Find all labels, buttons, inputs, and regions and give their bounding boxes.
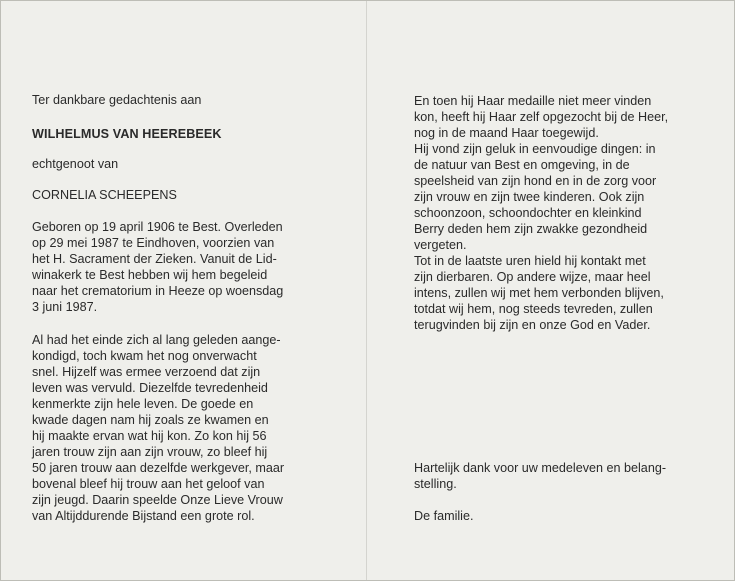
text-line: vergeten. <box>414 238 467 252</box>
text-line: intens, zullen wij met hem verbonden blijven, <box>414 286 664 300</box>
tribute-line: kondigd, toch kwam het nog onverwacht <box>32 349 257 363</box>
intro-line: Ter dankbare gedachtenis aan <box>32 93 202 107</box>
tribute-line: kwade dagen nam hij zoals ze kwamen en <box>32 413 269 427</box>
spouse-name: CORNELIA SCHEEPENS <box>32 188 177 202</box>
text-line: zijn vrouw en zijn twee kinderen. Ook zijn <box>414 190 645 204</box>
tribute-line: leven was vervuld. Diezelfde tevredenheid <box>32 381 268 395</box>
bio-line: het H. Sacrament der Zieken. Vanuit de Lid- <box>32 252 277 266</box>
text-line: nog in de maand Haar toegewijd. <box>414 126 599 140</box>
tribute-line: 50 jaren trouw aan dezelfde werkgever, maar <box>32 461 285 475</box>
text-line: zijn dierbaren. Op andere wijze, maar heel <box>414 270 651 284</box>
text-line: schoonzoon, schoondochter en kleinkind <box>414 206 642 220</box>
tribute-line: zijn jeugd. Daarin speelde Onze Lieve Vrouw <box>32 493 283 507</box>
family-signature: De familie. <box>414 509 474 523</box>
tribute-line: kenmerkte zijn hele leven. De goede en <box>32 397 254 411</box>
tribute-line: van Altijddurende Bijstand een grote rol. <box>32 509 255 523</box>
center-fold <box>366 1 367 580</box>
bio-line: op 29 mei 1987 te Eindhoven, voorzien van <box>32 236 275 250</box>
text-line: terugvinden bij zijn en onze God en Vader. <box>414 318 651 332</box>
bio-line: naar het crematorium in Heeze op woensdag <box>32 284 284 298</box>
thanks-line: Hartelijk dank voor uw medeleven en belang- <box>414 461 667 475</box>
bio-line: Geboren op 19 april 1906 te Best. Overleden <box>32 220 283 234</box>
thanks-line: stelling. <box>414 477 457 491</box>
tribute-line: snel. Hijzelf was ermee verzoend dat zijn <box>32 365 261 379</box>
text-line: de natuur van Best en omgeving, in de <box>414 158 630 172</box>
tribute-line: bovenal bleef hij trouw aan het geloof van <box>32 477 265 491</box>
text-line: speelsheid van zijn hond en in de zorg voor <box>414 174 657 188</box>
deceased-name: WILHELMUS VAN HEEREBEEK <box>32 127 222 141</box>
tribute-line: jaren trouw zijn aan zijn vrouw, zo bleef hij <box>32 445 268 459</box>
tribute-line: Al had het einde zich al lang geleden aange- <box>32 333 281 347</box>
bio-line: 3 juni 1987. <box>32 300 98 314</box>
bio-line: winakerk te Best hebben wij hem begeleid <box>32 268 268 282</box>
text-line: Berry deden hem zijn zwakke gezondheid <box>414 222 648 236</box>
text-line: En toen hij Haar medaille niet meer vinden <box>414 94 652 108</box>
text-line: Tot in de laatste uren hield hij kontakt met <box>414 254 646 268</box>
tribute-line: hij maakte ervan wat hij kon. Zo kon hij 56 <box>32 429 267 443</box>
text-line: totdat wij hem, nog steeds tevreden, zullen <box>414 302 653 316</box>
text-line: kon, heeft hij Haar zelf opgezocht bij de Heer, <box>414 110 669 124</box>
text-line: Hij vond zijn geluk in eenvoudige dingen: in <box>414 142 656 156</box>
relation-line: echtgenoot van <box>32 157 119 171</box>
